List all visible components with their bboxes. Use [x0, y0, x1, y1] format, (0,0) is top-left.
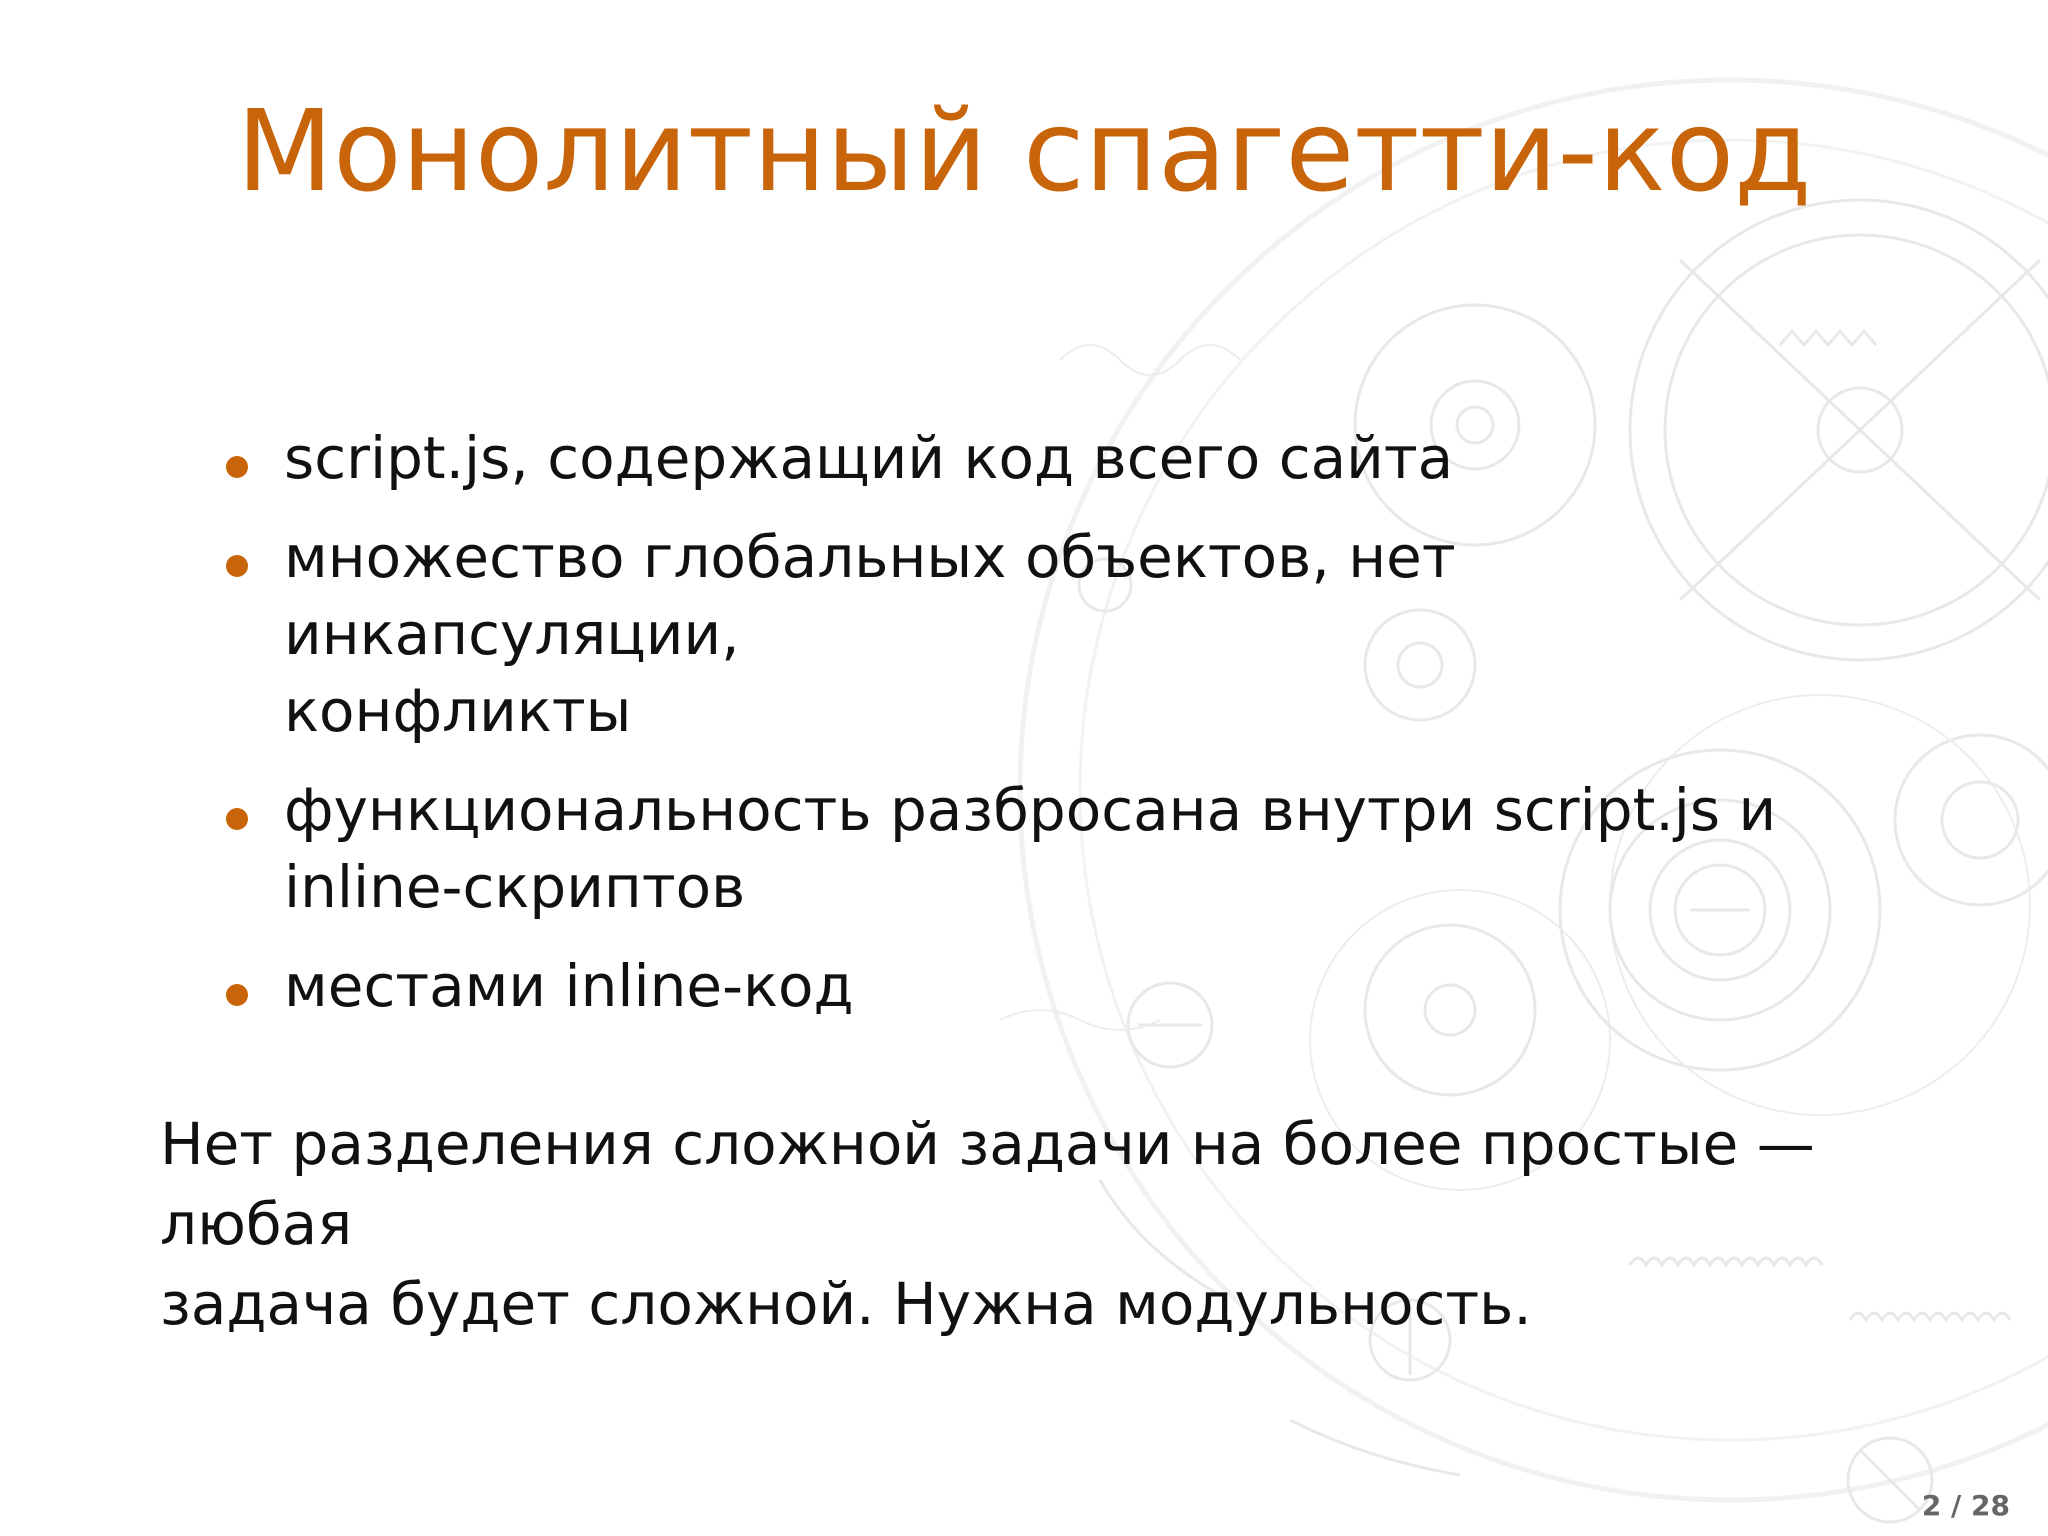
bullet-item: [284, 519, 1804, 750]
orange-dot-icon: [226, 984, 248, 1006]
bullet-text: script.js, содержащий код всего сайта: [284, 424, 1454, 492]
bullet-list: [284, 420, 1804, 1047]
slide-title: Монолитный спагетти-код: [236, 87, 1812, 217]
bullet-text: функциональность разбросана внутри script.js и inline-скриптов: [284, 776, 1777, 921]
bullet-item: [284, 772, 1804, 926]
orange-dot-icon: [226, 555, 248, 577]
conclusion-text: Нет разделения сложной задачи на более простые — любая задача будет сложной. Нужна модульность.: [160, 1110, 1815, 1338]
orange-dot-icon: [226, 456, 248, 478]
page-number: 2 / 28: [1921, 1489, 2010, 1522]
bullet-text: местами inline-код: [284, 952, 854, 1020]
bullet-item: [284, 420, 1804, 497]
bullet-text: множество глобальных объектов, нет инкапсуляции, конфликты: [284, 523, 1456, 745]
bullet-item: [284, 948, 1804, 1025]
orange-dot-icon: [226, 808, 248, 830]
